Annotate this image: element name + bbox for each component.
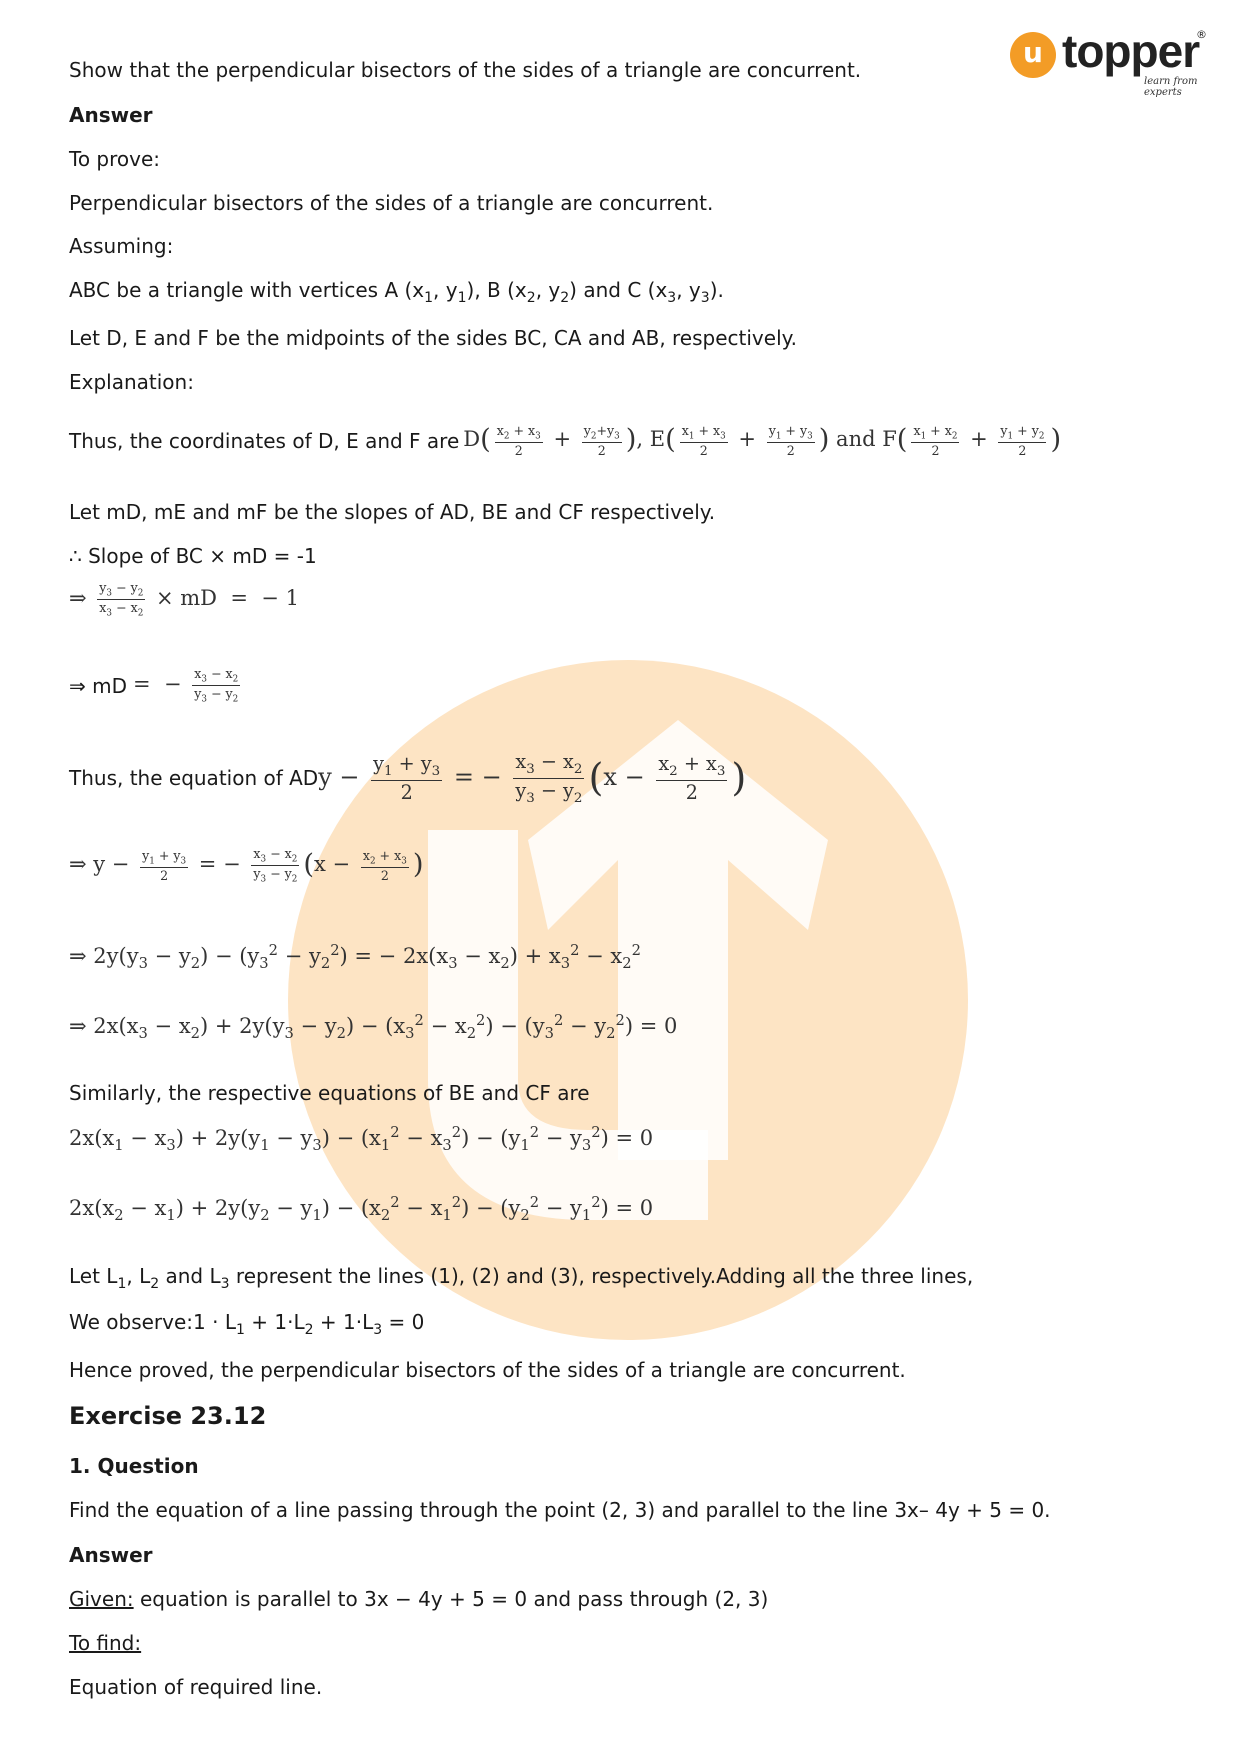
question-number: 1. Question	[69, 1454, 199, 1478]
to-prove-label: To prove:	[69, 147, 161, 171]
answer-label: Answer	[69, 103, 153, 127]
to-find-text: Equation of required line.	[69, 1675, 323, 1699]
coordinates-text: Thus, the coordinates of D, E and F are	[69, 429, 460, 453]
to-prove-text: Perpendicular bisectors of the sides of a triangle are concurrent.	[69, 191, 714, 215]
slopes-text: Let mD, mE and mF be the slopes of AD, BE and CF respectively.	[69, 500, 716, 524]
equation-ad-formula: y − $\frac{y_1 + y_3}{2}$ = − $\frac{x_3 - x_2}{y_3 - y_2}$ (x − $\frac{x_2 + x_3}{2}$ )	[318, 749, 747, 806]
similarly-text: Similarly, the respective equations of BE and CF are	[69, 1081, 590, 1105]
exercise-heading: Exercise 23.12	[69, 1402, 267, 1430]
question-text: Find the equation of a line passing through the point (2, 3) and parallel to the line 3x– 4y + 5 = 0.	[69, 1498, 1051, 1522]
equation-be: $2x(x_1 - x_3) + 2y(y_1 - y_3) - (x_1^2 - x_3^2) - (y_1^2 - y_3^2) = 0$	[69, 1124, 654, 1155]
given-label: Given:	[69, 1587, 134, 1611]
equation-step-2: ⇒ $2y(y_3 - y_2) - (y_3^2 - y_2^2)$ = − $2x(x_3 - x_2) + x_3^2 - x_2^2$	[69, 942, 641, 973]
proved-text: Hence proved, the perpendicular bisectors of the sides of a triangle are concurrent.	[69, 1358, 906, 1382]
slope-equation-1: ⇒ $\frac{y_3 - y_2}{x_3 - x_2}$ × mD = − 1	[69, 580, 299, 619]
observe-text: We observe:1 · $L_1 + 1\cdot L_2 + 1\cdot L_3 = 0$	[69, 1310, 425, 1338]
equation-step-1: ⇒ y − $\frac{y_1 + y_3}{2}$ = − $\frac{x_3 - x_2}{y_3 - y_2}$ (x − $\frac{x_2 + x_3}{2}$ )	[69, 846, 424, 885]
question-statement: Show that the perpendicular bisectors of the sides of a triangle are concurrent.	[69, 58, 862, 82]
explanation-label: Explanation:	[69, 370, 194, 394]
given-line	[69, 1587, 768, 1611]
slope-bc-text: ∴ Slope of BC × mD = -1	[69, 544, 317, 568]
to-find-label: To find:	[69, 1631, 142, 1655]
logo-tagline: learn from experts	[1144, 76, 1198, 98]
assuming-label: Assuming:	[69, 234, 174, 258]
coordinates-line	[69, 416, 1061, 466]
logo-badge-icon: u	[1010, 32, 1056, 78]
given-text: equation is parallel to 3x − 4y + 5 = 0 and pass through (2, 3)	[133, 1587, 769, 1611]
answer-label-2: Answer	[69, 1543, 153, 1567]
topper-logo	[1010, 25, 1210, 98]
equation-ad-line	[69, 748, 746, 808]
logo-wordmark: topper	[1062, 25, 1200, 77]
lines-represent-text: Let $L_1$, $L_2$ and $L_3$ represent the lines (1), (2) and (3), respectively.Adding all the three lines,	[69, 1264, 974, 1292]
registered-mark: ®	[1196, 28, 1207, 41]
vertices-line: ABC be a triangle with vertices A ($x_1$, $y_1$), B ($x_2$, $y_2$) and C ($x_3$, $y_3$).	[69, 278, 724, 306]
equation-ad-text: Thus, the equation of AD	[69, 766, 319, 790]
slope-equation-2: ⇒ mD = − $\frac{x_3 - x_2}{y_3 - y_2}$	[69, 666, 239, 705]
midpoints-formula: D( $\frac{x_2 + x_3}{2}$ + $\frac{y_2+y_3}{2}$ ), E( $\frac{x_1 + x_3}{2}$ + $\frac{y_1 + y_3}{2}$ ) and F( $\frac{x_1 + x_2}{2}$ + $\frac{y_1 + y_2}{2}$ )	[463, 423, 1062, 459]
midpoints-text: Let D, E and F be the midpoints of the sides BC, CA and AB, respectively.	[69, 326, 797, 350]
equation-cf: $2x(x_2 - x_1) + 2y(y_2 - y_1) - (x_2^2 - x_1^2) - (y_2^2 - y_1^2) = 0$	[69, 1194, 654, 1225]
equation-step-3: ⇒ $2x(x_3 - x_2) + 2y(y_3 - y_2) - (x_3^2 - x_2^2) - (y_3^2 - y_2^2) = 0$	[69, 1012, 678, 1043]
